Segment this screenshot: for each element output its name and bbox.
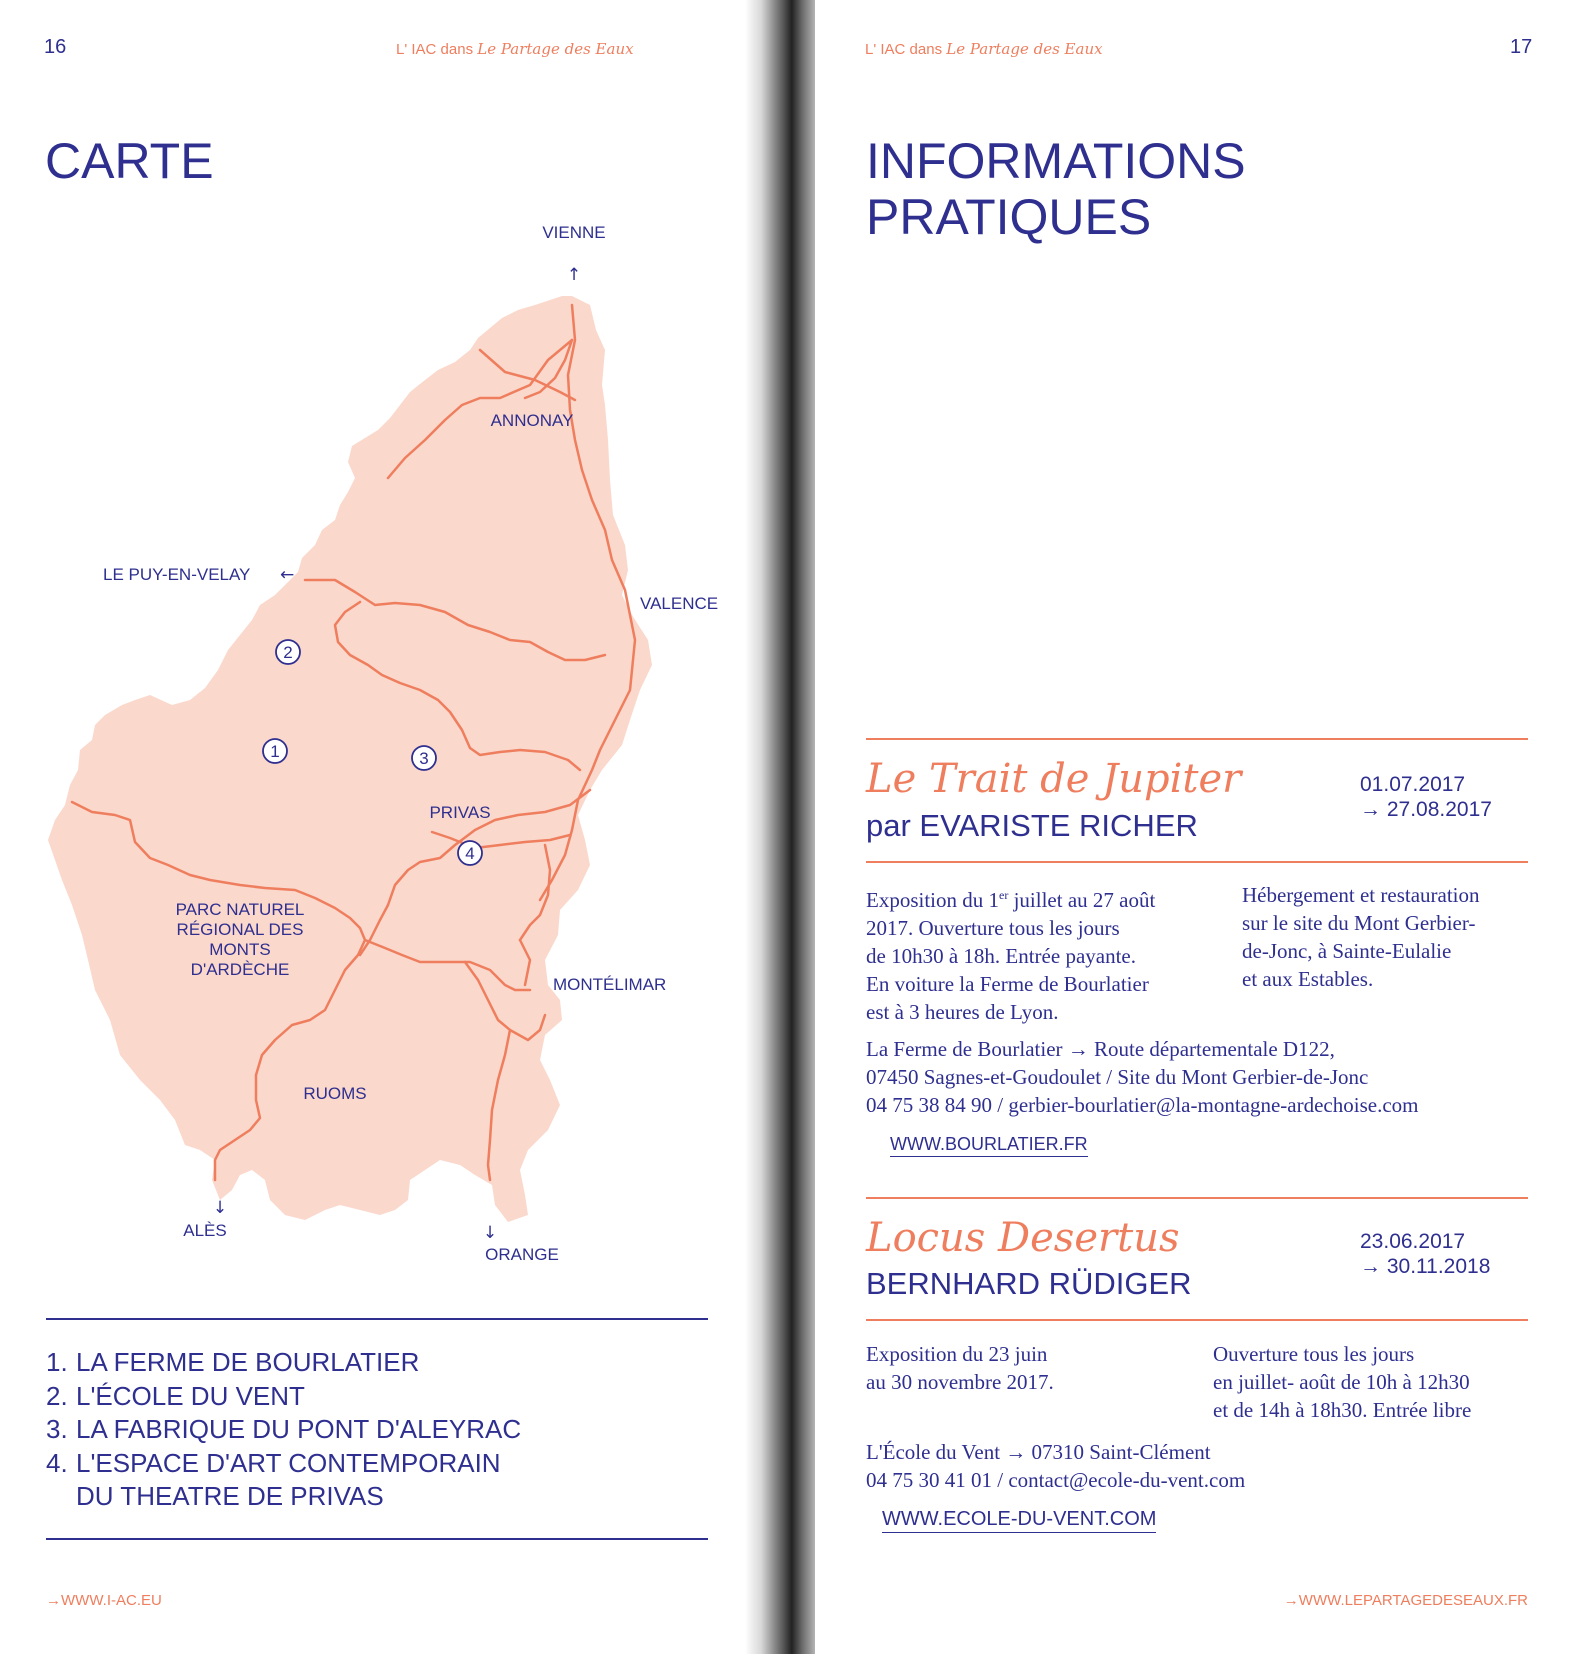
website-link[interactable]: WWW.ECOLE-DU-VENT.COM — [882, 1508, 1156, 1533]
map-marker-2-label: 2 — [283, 643, 293, 662]
date-start: 01.07.2017 — [1360, 773, 1466, 796]
divider — [866, 861, 1528, 863]
text-line: Ouverture tous les jours — [1213, 1342, 1415, 1366]
map-label-parc-2: RÉGIONAL DES — [176, 920, 304, 939]
text-line: 04 75 38 84 90 / gerbier-bourlatier@la-montagne-ardechoise.com — [866, 1093, 1419, 1117]
exhibition-title: Locus Desertus — [866, 1215, 1180, 1261]
arrow-left-icon: ← — [280, 565, 295, 585]
map-label-le-puy: LE PUY-EN-VELAY — [103, 565, 251, 584]
exhibition-dates — [1360, 1229, 1490, 1279]
arrow-down-icon: ↓ — [482, 1223, 498, 1243]
exhibition-info-col2 — [1242, 881, 1542, 993]
footer-link-partage[interactable]: →WWW.LEPARTAGEDESEAUX.FR — [1283, 1592, 1528, 1609]
page-title-line1: INFORMATIONS — [866, 133, 1246, 189]
page-title: CARTE — [45, 133, 214, 189]
text-line: et aux Estables. — [1242, 967, 1374, 991]
map-marker-1-label: 1 — [270, 742, 280, 761]
divider — [866, 1319, 1528, 1321]
date-end: → 27.08.2017 — [1360, 798, 1492, 821]
map-legend — [46, 1346, 521, 1514]
ardeche-map — [0, 0, 760, 1300]
website-link[interactable]: WWW.BOURLATIER.FR — [890, 1134, 1088, 1157]
legend-label: DU THEATRE DE PRIVAS — [76, 1481, 384, 1511]
legend-item — [46, 1346, 521, 1380]
running-head-prefix: L' IAC dans — [396, 41, 478, 58]
map-label-orange: ORANGE — [485, 1245, 559, 1264]
running-head — [865, 40, 1103, 58]
exhibition-info-col1 — [866, 1340, 1166, 1396]
exhibition-info-col2 — [1213, 1340, 1533, 1424]
legend-number: 3. — [46, 1414, 68, 1444]
exhibition-address — [866, 1438, 1546, 1494]
map-marker-4-label: 4 — [465, 844, 475, 863]
legend-number: 2. — [46, 1380, 68, 1411]
running-head-prefix: L' IAC dans — [865, 41, 947, 58]
legend-item — [46, 1447, 521, 1481]
page-number: 17 — [1510, 36, 1533, 58]
text-line: en juillet- août de 10h à 12h30 — [1213, 1370, 1470, 1394]
divider — [46, 1538, 708, 1540]
map-label-parc-3: MONTS — [209, 940, 271, 959]
legend-item — [46, 1480, 521, 1514]
divider — [866, 1197, 1528, 1199]
text-line: La Ferme de Bourlatier → Route départementale D122, — [866, 1037, 1335, 1061]
legend-number: 4. — [46, 1447, 68, 1478]
arrow-up-icon: ↑ — [566, 265, 582, 285]
text-line: Exposition du 23 juin — [866, 1342, 1048, 1366]
map-label-parc-4: D'ARDÈCHE — [190, 960, 290, 979]
running-head-script: Le Partage des Eaux — [477, 40, 634, 58]
legend-number — [46, 1480, 76, 1514]
map-label-parc-1: PARC NATUREL — [175, 900, 305, 919]
exhibition-dates — [1360, 772, 1492, 822]
text-line: Exposition du 1er juillet au 27 août — [866, 888, 1156, 912]
text-line: de-Jonc, à Sainte-Eulalie — [1242, 939, 1452, 963]
legend-label: L'ESPACE D'ART CONTEMPORAIN — [76, 1447, 501, 1478]
map-label-vienne: VIENNE — [542, 223, 606, 242]
exhibition-artist: par EVARISTE RICHER — [866, 808, 1198, 843]
page-title — [866, 133, 1246, 245]
text-line: 2017. Ouverture tous les jours — [866, 916, 1120, 940]
legend-label: LA FERME DE BOURLATIER — [76, 1347, 420, 1377]
divider — [46, 1318, 708, 1320]
page-title-line2: PRATIQUES — [866, 189, 1152, 245]
arrow-down-icon: ↓ — [212, 1198, 228, 1218]
legend-item — [46, 1413, 521, 1447]
map-label-annonay: ANNONAY — [490, 411, 574, 430]
map-marker-1 — [263, 739, 287, 763]
page-number: 16 — [44, 36, 67, 58]
text-line: 07450 Sagnes-et-Goudoulet / Site du Mont Gerbier-de-Jonc — [866, 1065, 1369, 1089]
exhibition-artist: BERNHARD RÜDIGER — [866, 1266, 1192, 1301]
legend-number: 1. — [46, 1347, 68, 1377]
legend-label: L'ÉCOLE DU VENT — [76, 1380, 305, 1411]
text-line: de 10h30 à 18h. Entrée payante. — [866, 944, 1136, 968]
text-line: Hébergement et restauration — [1242, 883, 1480, 907]
map-label-privas: PRIVAS — [429, 803, 491, 822]
right-page — [815, 0, 1575, 1654]
divider — [866, 738, 1528, 740]
text-line: et de 14h à 18h30. Entrée libre — [1213, 1398, 1472, 1422]
text-line: En voiture la Ferme de Bourlatier — [866, 972, 1149, 996]
date-end: → 30.11.2018 — [1360, 1255, 1491, 1278]
date-start: 23.06.2017 — [1360, 1230, 1466, 1253]
map-marker-3 — [412, 746, 436, 770]
footer-link-iac[interactable]: →WWW.I-AC.EU — [46, 1592, 162, 1609]
legend-label: LA FABRIQUE DU PONT D'ALEYRAC — [76, 1414, 522, 1444]
map-label-montelimar: MONTÉLIMAR — [553, 975, 667, 994]
running-head-script: Le Partage des Eaux — [946, 40, 1103, 58]
exhibition-title: Le Trait de Jupiter — [866, 756, 1242, 802]
text-line: sur le site du Mont Gerbier- — [1242, 911, 1476, 935]
map-label-ales: ALÈS — [183, 1221, 227, 1240]
map-label-ruoms: RUOMS — [303, 1084, 367, 1103]
text-line: L'École du Vent → 07310 Saint-Clément — [866, 1440, 1211, 1464]
left-page — [0, 0, 760, 1654]
text-line: au 30 novembre 2017. — [866, 1370, 1054, 1394]
text-line: est à 3 heures de Lyon. — [866, 1000, 1059, 1024]
map-marker-4 — [458, 841, 482, 865]
legend-item — [46, 1380, 521, 1414]
exhibition-info-col1 — [866, 881, 1216, 1026]
map-marker-3-label: 3 — [419, 749, 429, 768]
text-line: 04 75 30 41 01 / contact@ecole-du-vent.com — [866, 1468, 1246, 1492]
map-label-valence: VALENCE — [640, 594, 719, 613]
exhibition-address — [866, 1035, 1546, 1119]
map-marker-2 — [276, 640, 300, 664]
